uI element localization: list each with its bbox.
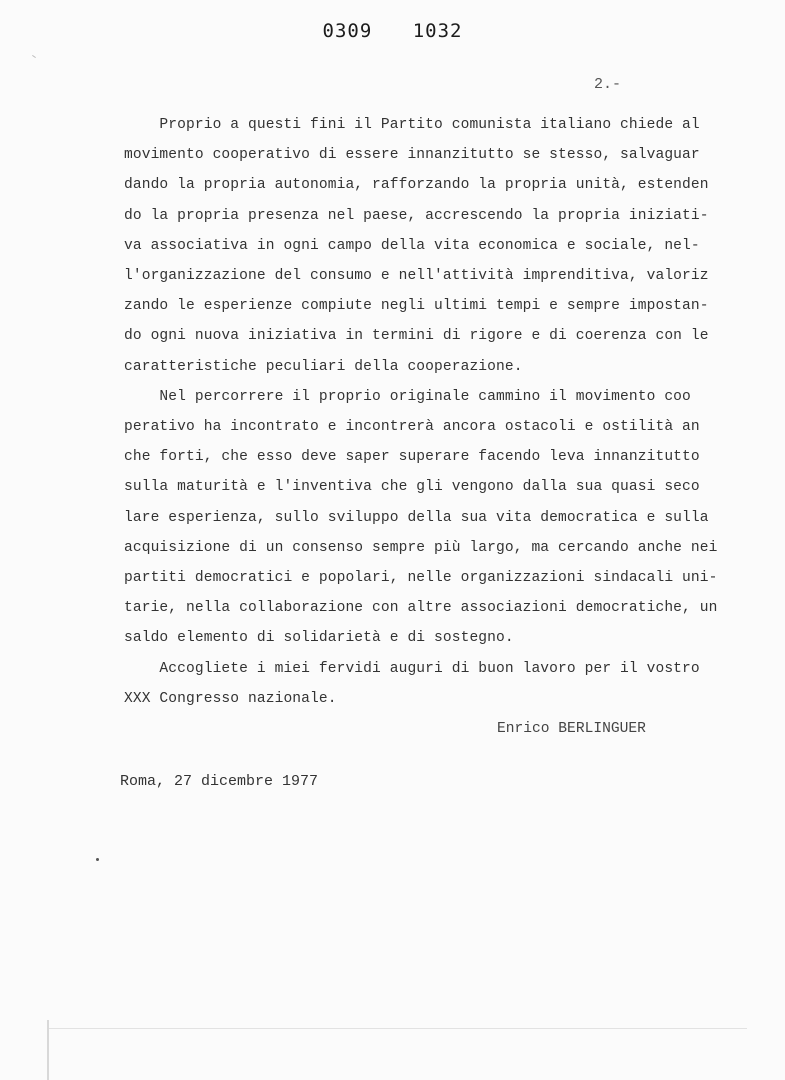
text-line: tarie, nella collaborazione con altre associazioni democratiche, un [124,600,718,617]
archive-code-right: 1032 [412,20,463,42]
place-date: Roma, 27 dicembre 1977 [120,773,319,790]
text-line: dando la propria autonomia, rafforzando la propria unità, estenden [124,177,709,194]
text-line: lare esperienza, sullo sviluppo della sua vita democratica e sulla [124,509,709,526]
archive-stamp [0,20,785,42]
text-line: do ogni nuova iniziativa in termini di rigore e di coerenza con le [124,328,709,345]
text-line: Nel percorrere il proprio originale cammino il movimento coo [124,388,691,405]
text-line: zando le esperienze compiute negli ultimi tempi e sempre impostan- [124,298,709,315]
text-line: sulla maturità e l'inventiva che gli vengono dalla sua quasi seco [124,479,700,496]
signature: Enrico BERLINGUER [497,721,646,737]
text-line: do la propria presenza nel paese, accrescendo la propria iniziati- [124,207,709,224]
text-line: che forti, che esso deve saper superare facendo leva innanzitutto [124,449,700,466]
text-line: partiti democratici e popolari, nelle organizzazioni sindacali uni- [124,570,718,586]
text-line: XXX Congresso nazionale. [124,690,337,707]
text-line: acquisizione di un consenso sempre più largo, ma cercando anche nei [124,539,718,556]
page-fold-line [47,1028,747,1029]
text-line: movimento cooperativo di essere innanzitutto se stesso, salvaguar [124,147,700,164]
text-line: l'organizzazione del consumo e nell'attività imprenditiva, valoriz [124,268,709,284]
paper-speck [32,55,36,58]
text-line: Accogliete i miei fervidi auguri di buon lavoro per il vostro [124,660,700,677]
text-line: va associativa in ogni campo della vita economica e sociale, nel- [124,237,700,254]
ink-dot [96,858,99,861]
page-number: 2.- [594,76,622,93]
text-line: Proprio a questi fini il Partito comunista italiano chiede al [124,117,700,133]
text-line: saldo elemento di solidarietà e di sostegno. [124,630,514,647]
text-line: caratteristiche peculiari della cooperazione. [124,358,523,375]
archive-code-left: 0309 [322,20,373,42]
text-line: perativo ha incontrato e incontrerà ancora ostacoli e ostilità an [124,419,700,435]
page-edge-line [47,1020,49,1080]
